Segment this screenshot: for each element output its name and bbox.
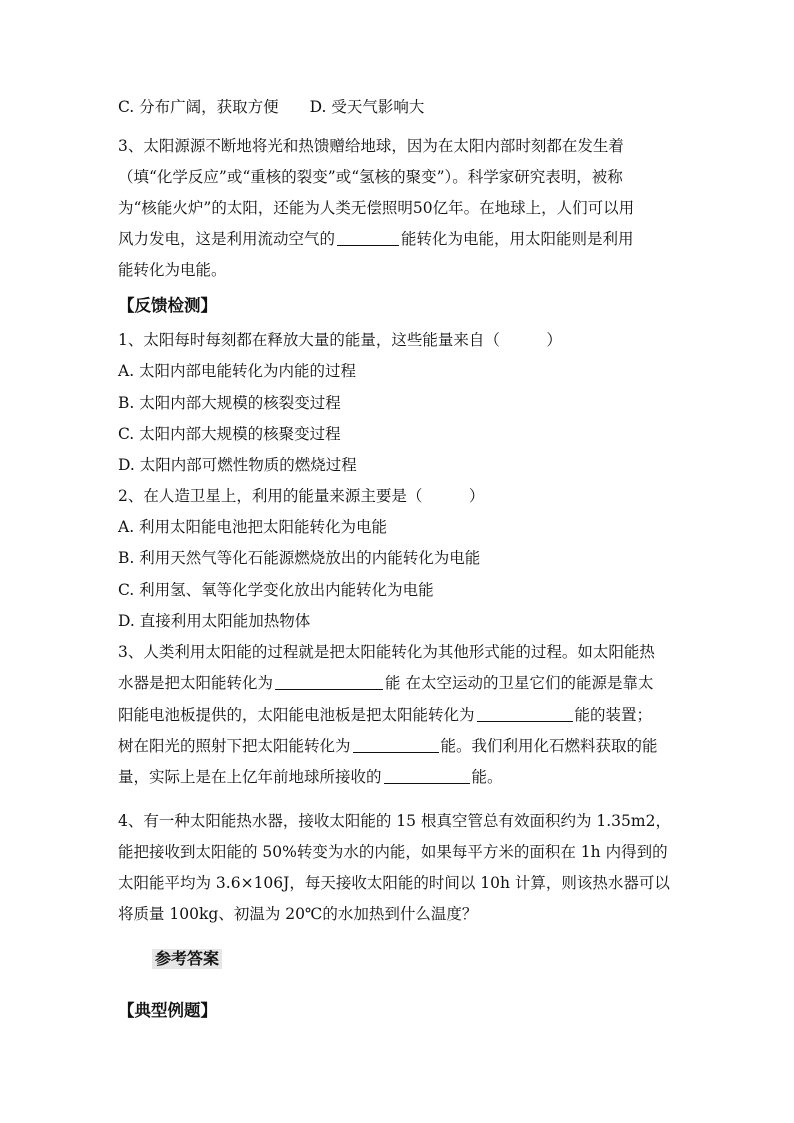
- question-text: 1、太阳每时每刻都在释放大量的能量，这些能量来自（ ）: [118, 331, 562, 349]
- text-segment: 量，实际上是在上亿年前地球所接收的: [118, 768, 382, 786]
- question-text: 2、在人造卫星上，利用的能量来源主要是（ ）: [118, 487, 485, 505]
- question-text: 4、有一种太阳能热水器，接收太阳能的 15 根真空管总有效面积约为 1.35m2，: [118, 812, 671, 830]
- answer-blank[interactable]: [384, 767, 470, 784]
- answer-blank[interactable]: [275, 673, 383, 690]
- text-segment: 能转化为电能，用太阳能则是利用: [401, 230, 634, 248]
- option-line: C. 太阳内部大规模的核聚变过程: [118, 425, 341, 443]
- question-text: [118, 736, 658, 756]
- question-text: [118, 767, 503, 787]
- question-text: [118, 229, 634, 249]
- text-segment: 能。我们利用化石燃料获取的能: [440, 737, 658, 755]
- option-line: C. 分布广阔，获取方便 D. 受天气影响大: [118, 98, 425, 116]
- question-text: 将质量 100kg、初温为 20℃的水加热到什么温度？: [118, 905, 478, 923]
- answer-blank[interactable]: [337, 229, 399, 246]
- answer-blank[interactable]: [477, 705, 573, 722]
- text-segment: 水器是把太阳能转化为: [118, 674, 274, 692]
- text-segment: 风力发电，这是利用流动空气的: [118, 230, 336, 248]
- question-text: [118, 673, 653, 693]
- text-segment: 能的装置；: [574, 706, 653, 724]
- answers-heading: 参考答案: [152, 949, 222, 969]
- option-line: B. 太阳内部大规模的核裂变过程: [118, 394, 341, 412]
- question-text: （填“化学反应”或“重核的裂变”或“氢核的聚变”）。科学家研究表明，被称: [118, 168, 623, 186]
- option-line: B. 利用天然气等化石能源燃烧放出的内能转化为电能: [118, 549, 481, 567]
- question-text: 太阳能平均为 3.6×106J，每天接收太阳能的时间以 10h 计算，则该热水器可以: [118, 874, 670, 892]
- section-heading-examples: 【典型例题】: [118, 1001, 217, 1020]
- text-segment: 能 在太空运动的卫星它们的能源是靠太: [385, 674, 654, 692]
- question-text: [118, 705, 652, 725]
- option-line: C. 利用氢、氧等化学变化放出内能转化为电能: [118, 581, 434, 599]
- section-heading-feedback: 【反馈检测】: [118, 296, 217, 315]
- question-text: 能把接收到太阳能的 50%转变为水的内能，如果每平方米的面积在 1h 内得到的: [118, 843, 668, 861]
- option-line: D. 直接利用太阳能加热物体: [118, 612, 311, 630]
- text-segment: 树在阳光的照射下把太阳能转化为: [118, 737, 351, 755]
- option-line: A. 利用太阳能电池把太阳能转化为电能: [118, 518, 388, 536]
- text-segment: 阳能电池板提供的，太阳能电池板是把太阳能转化为: [118, 706, 475, 724]
- question-text: 3、太阳源源不断地将光和热馈赠给地球，因为在太阳内部时刻都在发生着: [118, 137, 624, 155]
- question-text: 3、人类利用太阳能的过程就是把太阳能转化为其他形式能的过程。如太阳能热: [118, 643, 655, 661]
- answer-blank[interactable]: [353, 736, 439, 753]
- question-text: 能转化为电能。: [118, 261, 227, 279]
- text-segment: 能。: [471, 768, 503, 786]
- option-line: D. 太阳内部可燃性物质的燃烧过程: [118, 456, 357, 474]
- option-line: A. 太阳内部电能转化为内能的过程: [118, 362, 357, 380]
- question-text: 为“核能火炉”的太阳，还能为人类无偿照明50亿年。在地球上，人们可以用: [118, 199, 635, 217]
